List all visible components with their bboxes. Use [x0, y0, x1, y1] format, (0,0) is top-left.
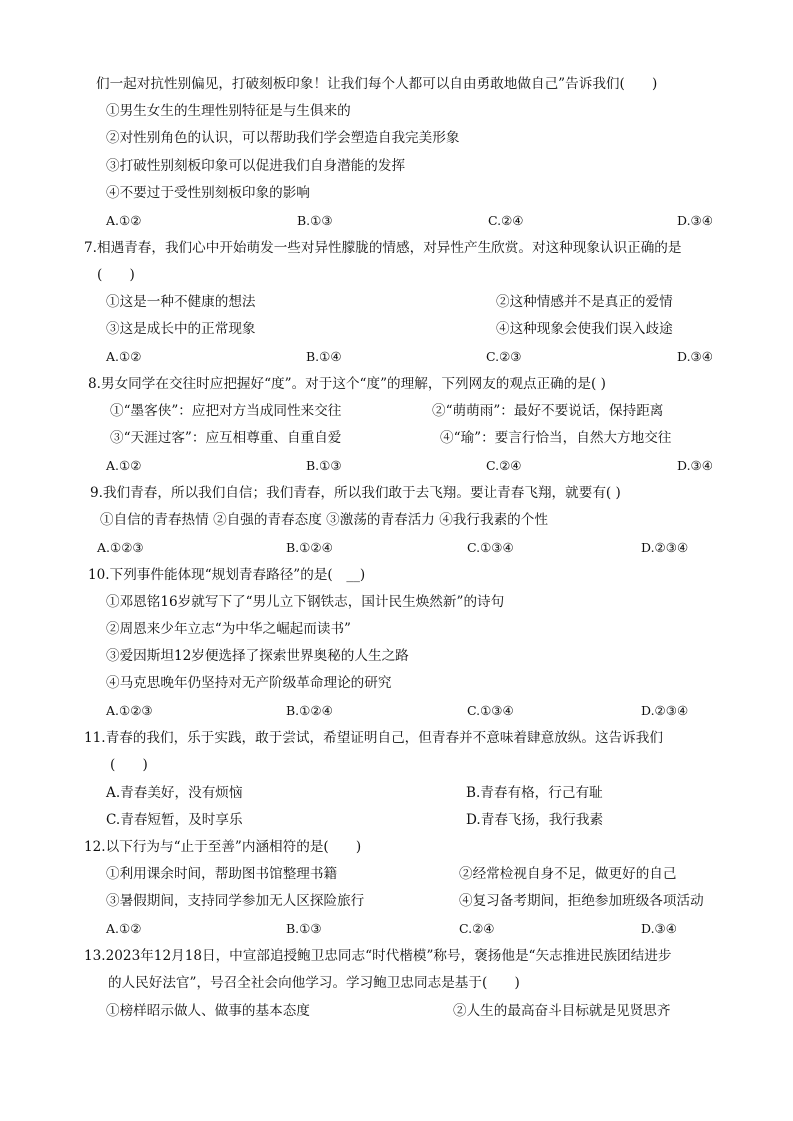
q12-item-2: ②经常检视自身不足，做更好的自己: [459, 866, 677, 882]
q10-option-c: C.①③④: [467, 703, 514, 718]
q10-option-a: A.①②③: [106, 703, 153, 718]
q13-item-2: ②人生的最高奋斗目标就是见贤思齐: [453, 1003, 671, 1019]
q7-item-3: ③这是成长中的正常现象: [106, 321, 256, 337]
q10-option-b: B.①②④: [286, 703, 333, 718]
q6-stem-tail: 们一起对抗性别偏见，打破刻板印象！让我们每个人都可以自由勇敢地做自己”告诉我们( ): [96, 76, 658, 92]
q12-option-c: C.②④: [459, 921, 495, 936]
q6-item-4: ④不要过于受性别刻板印象的影响: [106, 185, 310, 201]
q7-item-1: ①这是一种不健康的想法: [106, 294, 256, 310]
q11-stem: 11.青春的我们，乐于实践，敢于尝试，希望证明自己，但青春并不意味着肆意放纵。这告诉我们: [84, 730, 663, 746]
q8-option-d: D.③④: [677, 458, 713, 473]
q8-stem: 8.男女同学在交往时应把握好“度”。对于这个“度”的理解，下列网友的观点正确的是( ): [88, 376, 606, 392]
q10-option-d: D.②③④: [641, 703, 689, 718]
q12-stem: 12.以下行为与“止于至善”内涵相符的是( ): [84, 839, 362, 855]
q10-item-4: ④马克思晚年仍坚持对无产阶级革命理论的研究: [106, 675, 392, 691]
q13-stem-line-1: 13.2023年12月18日，中宣部追授鲍卫忠同志“时代楷模”称号，褒扬他是“矢志推进民族团结进步: [84, 948, 672, 964]
q7-option-d: D.③④: [677, 349, 713, 364]
q6-item-3: ③打破性别刻板印象可以促进我们自身潜能的发挥: [106, 158, 406, 174]
q12-option-d: D.③④: [641, 921, 677, 936]
q6-option-a: A.①②: [106, 213, 142, 228]
q7-item-4: ④这种现象会使我们误入歧途: [496, 321, 673, 337]
q6-option-b: B.①③: [297, 213, 333, 228]
q12-option-b: B.①③: [286, 921, 322, 936]
q13-stem-line-2: 的人民好法官”，号召全社会向他学习。学习鲍卫忠同志是基于( ): [108, 975, 520, 991]
q7-option-c: C.②③: [486, 349, 522, 364]
q8-item-4: ④“瑜”：要言行恰当，自然大方地交往: [440, 430, 672, 446]
q8-option-c: C.②④: [486, 458, 522, 473]
q10-item-3: ③爱因斯坦12岁便选择了探索世界奥秘的人生之路: [106, 648, 409, 664]
q11-answer-paren: ( ): [110, 757, 148, 773]
q9-items: ①自信的青春热情 ②自强的青春态度 ③激荡的青春活力 ④我行我素的个性: [100, 512, 548, 528]
q6-option-c: C.②④: [488, 213, 524, 228]
q12-item-1: ①利用课余时间，帮助图书馆整理书籍: [106, 866, 338, 882]
q9-option-d: D.②③④: [641, 540, 689, 555]
q7-option-a: A.①②: [106, 349, 142, 364]
q7-option-b: B.①④: [306, 349, 342, 364]
q7-item-2: ②这种情感并不是真正的爱情: [496, 294, 673, 310]
q10-item-1: ①邓恩铭16岁就写下了“男儿立下钢铁志，国计民生焕然新”的诗句: [106, 594, 505, 610]
q11-option-a: A.青春美好，没有烦恼: [106, 785, 243, 801]
q7-answer-paren: ( ): [97, 267, 135, 283]
q10-item-2: ②周恩来少年立志“为中华之崛起而读书”: [106, 621, 351, 637]
q11-option-d: D.青春飞扬，我行我素: [466, 812, 604, 828]
q8-item-1: ①“墨客侠”：应把对方当成同性来交往: [110, 403, 342, 419]
q9-option-a: A.①②③: [97, 540, 144, 555]
q6-item-1: ①男生女生的生理性别特征是与生俱来的: [106, 103, 351, 119]
q10-stem: 10.下列事件能体现“规划青春路径”的是( __): [88, 567, 366, 583]
q7-stem: 7.相遇青春，我们心中开始萌发一些对异性朦胧的情感，对异性产生欣赏。对这种现象认识正确的是: [84, 240, 682, 256]
q9-stem: 9.我们青春，所以我们自信；我们青春，所以我们敢于去飞翔。要让青春飞翔，就要有( ): [90, 485, 621, 501]
q13-item-1: ①榜样昭示做人、做事的基本态度: [106, 1003, 310, 1019]
q9-option-c: C.①③④: [467, 540, 514, 555]
q11-option-c: C.青春短暂，及时享乐: [106, 812, 243, 828]
q8-item-2: ②“萌萌雨”：最好不要说话，保持距离: [432, 403, 664, 419]
q12-item-4: ④复习备考期间，拒绝参加班级各项活动: [459, 893, 704, 909]
q12-item-3: ③暑假期间，支持同学参加无人区探险旅行: [106, 893, 365, 909]
q9-option-b: B.①②④: [286, 540, 333, 555]
q6-item-2: ②对性别角色的认识，可以帮助我们学会塑造自我完美形象: [106, 130, 460, 146]
q8-option-b: B.①③: [306, 458, 342, 473]
q8-item-3: ③“天涯过客”：应互相尊重、自重自爱: [110, 430, 342, 446]
q8-option-a: A.①②: [106, 458, 142, 473]
q11-option-b: B.青春有格，行己有耻: [466, 785, 603, 801]
q6-option-d: D.③④: [677, 213, 713, 228]
q12-option-a: A.①②: [106, 921, 142, 936]
